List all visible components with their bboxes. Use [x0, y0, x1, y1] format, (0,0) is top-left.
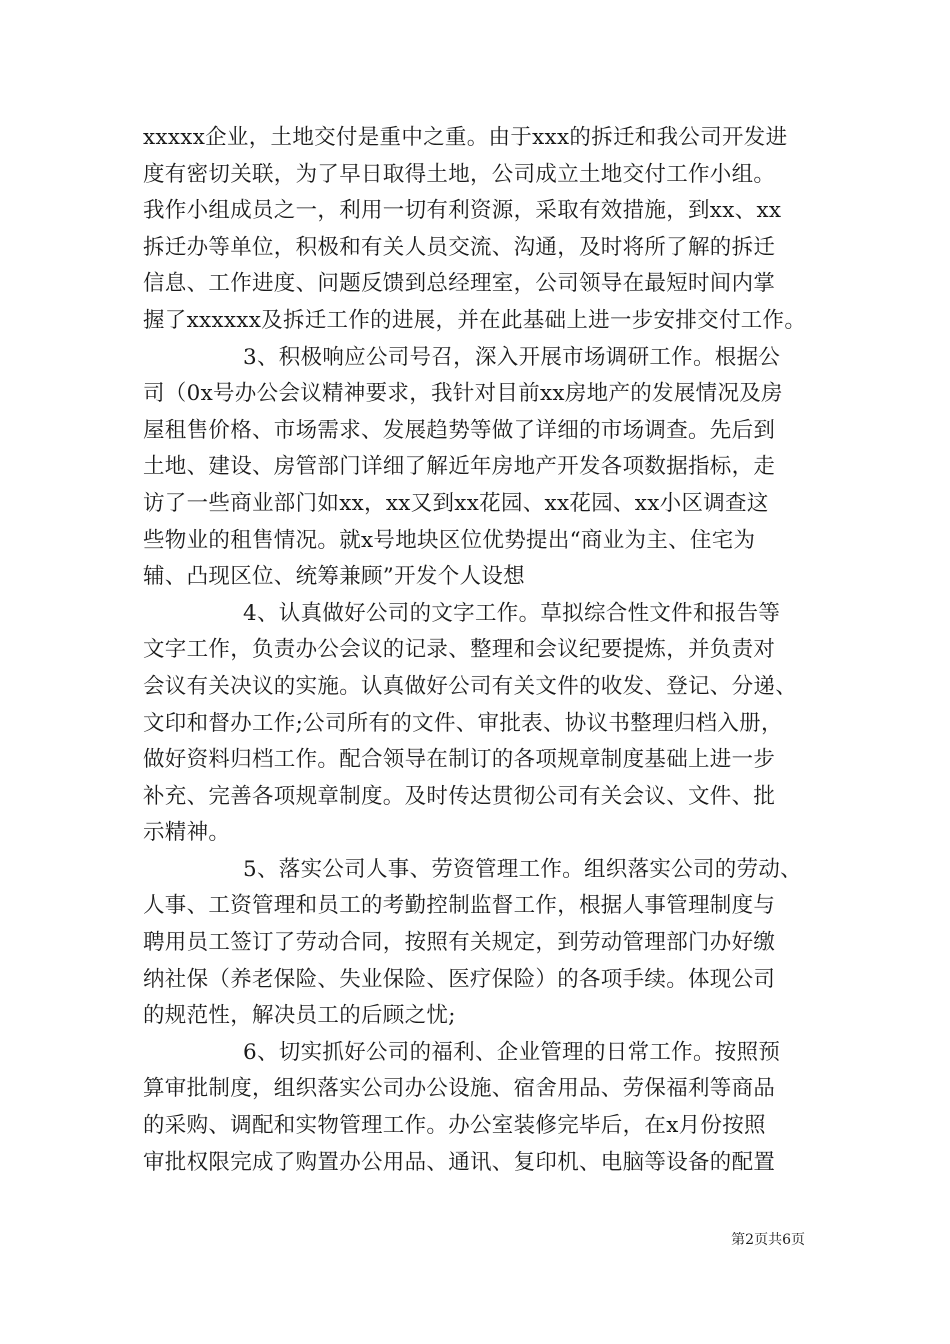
text-line: 的规范性，解决员工的后顾之忧;: [143, 1003, 456, 1029]
text-line: 辅、凸现区位、统筹兼顾”开发个人设想: [143, 564, 525, 590]
page-number: 第2页共6页: [731, 1232, 805, 1248]
text-line: 我作小组成员之一，利用一切有利资源，采取有效措施，到xx、xx: [143, 198, 782, 224]
text-line: 算审批制度，组织落实公司办公设施、宿舍用品、劳保福利等商品: [143, 1076, 776, 1102]
text-line: 做好资料归档工作。配合领导在制订的各项规章制度基础上进一步: [143, 747, 776, 773]
text-line: 纳社保（养老保险、失业保险、医疗保险）的各项手续。体现公司: [143, 966, 776, 992]
text-line: 信息、工作进度、问题反馈到总经理室，公司领导在最短时间内掌: [143, 271, 776, 297]
text-line: 握了xxxxxx及拆迁工作的进展，并在此基础上进一步安排交付工作。: [143, 307, 807, 333]
text-line: 拆迁办等单位，积极和有关人员交流、沟通，及时将所了解的拆迁: [143, 234, 776, 260]
text-line: 5、落实公司人事、劳资管理工作。组织落实公司的劳动、: [243, 856, 802, 882]
text-line: 人事、工资管理和员工的考勤控制监督工作，根据人事管理制度与: [143, 893, 776, 919]
text-line: 司（0x号办公会议精神要求，我针对目前xx房地产的发展情况及房: [143, 381, 783, 407]
text-line: xxxxx企业，土地交付是重中之重。由于xxx的拆迁和我公司开发进: [143, 125, 788, 150]
page-footer: [0, 1229, 805, 1249]
text-line: 3、积极响应公司号召，深入开展市场调研工作。根据公: [243, 344, 781, 370]
text-line: 4、认真做好公司的文字工作。草拟综合性文件和报告等: [243, 600, 781, 626]
text-line: 土地、建设、房管部门详细了解近年房地产开发各项数据指标，走: [143, 454, 776, 480]
document-body: [143, 120, 823, 1181]
text-line: 文字工作，负责办公会议的记录、整理和会议纪要提炼，并负责对: [143, 637, 776, 663]
text-line: 的采购、调配和实物管理工作。办公室装修完毕后，在x月份按照: [143, 1113, 766, 1139]
text-line: 会议有关决议的实施。认真做好公司有关文件的收发、登记、分递、: [143, 673, 798, 699]
text-line: 些物业的租售情况。就x号地块区位优势提出“商业为主、住宅为: [143, 527, 756, 553]
text-line: 示精神。: [143, 820, 231, 846]
text-line: 审批权限完成了购置办公用品、通讯、复印机、电脑等设备的配置: [143, 1149, 776, 1175]
text-line: 访了一些商业部门如xx，xx又到xx花园、xx花园、xx小区调查这: [143, 490, 769, 516]
text-line: 文印和督办工作;公司所有的文件、审批表、协议书整理归档入册，: [143, 710, 783, 736]
text-line: 度有密切关联，为了早日取得土地，公司成立土地交付工作小组。: [143, 161, 776, 187]
text-line: 补充、完善各项规章制度。及时传达贯彻公司有关会议、文件、批: [143, 783, 776, 809]
text-line: 聘用员工签订了劳动合同，按照有关规定，到劳动管理部门办好缴: [143, 930, 776, 956]
text-line: 6、切实抓好公司的福利、企业管理的日常工作。按照预: [243, 1039, 781, 1065]
text-line: 屋租售价格、市场需求、发展趋势等做了详细的市场调查。先后到: [143, 417, 776, 443]
